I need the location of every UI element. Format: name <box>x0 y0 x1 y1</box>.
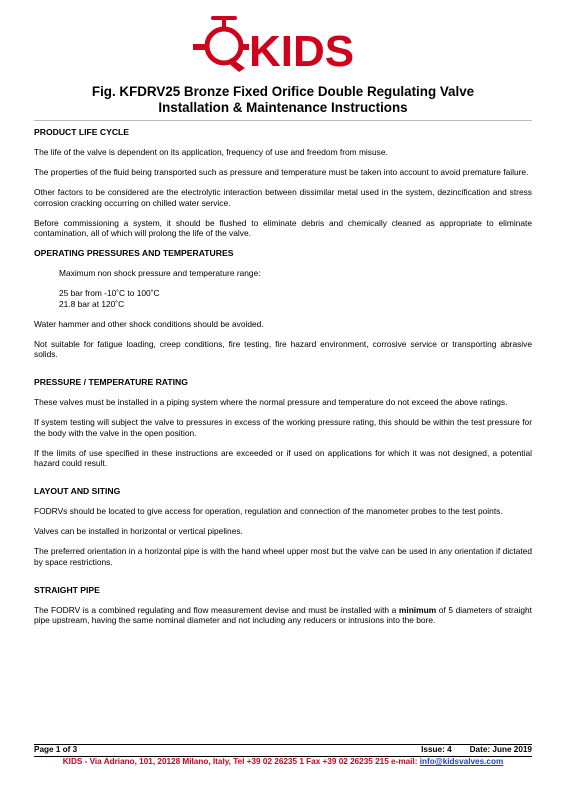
footer-meta <box>34 745 532 755</box>
valve-logo-icon <box>183 14 383 74</box>
paragraph: Other factors to be considered are the electrolytic interaction between dissimilar metal used in the system, dezincification and stress corrosion cracking occurring on chilled water service. <box>34 186 532 208</box>
svg-text:KIDS: KIDS <box>249 27 355 74</box>
title-line-2: Installation & Maintenance Instructions <box>158 100 408 115</box>
paragraph: Not suitable for fatigue loading, creep conditions, fire testing, fire hazard environment, corrosive service or transporting abrasive solids. <box>34 338 532 360</box>
section-heading: PRODUCT LIFE CYCLE <box>34 127 130 137</box>
section-heading: LAYOUT AND SITING <box>34 486 121 497</box>
issue-date: Date: June 2019 <box>469 745 532 754</box>
page-number: Page 1 of 3 <box>34 745 78 754</box>
paragraph: If system testing will subject the valve to pressures in excess of the working pressure rating, this should be within the test pressure for the body with the valve in the open position. <box>34 417 532 438</box>
paragraph: Maximum non shock pressure and temperature range: <box>59 268 261 279</box>
paragraph: These valves must be installed in a piping system where the normal pressure and temperature do not exceed the above ratings. <box>34 397 508 408</box>
section-heading: OPERATING PRESSURES AND TEMPERATURES <box>34 248 234 259</box>
paragraph: Valves can be installed in horizontal or vertical pipelines. <box>34 526 243 537</box>
title-line-1: Fig. KFDRV25 Bronze Fixed Orifice Double Regulating Valve <box>91 84 475 99</box>
document-body <box>34 127 532 635</box>
section-heading: PRESSURE / TEMPERATURE RATING <box>34 377 188 388</box>
email-link[interactable]: info@kidsvalves.com <box>419 757 504 766</box>
title-divider <box>34 120 532 121</box>
paragraph: The preferred orientation in a horizontal pipe is with the hand wheel upper most but the valve can be used in any orientation if dictated by space restrictions. <box>34 546 532 567</box>
paragraph: Water hammer and other shock conditions should be avoided. <box>34 318 264 329</box>
paragraph: Before commissioning a system, it should be flushed to eliminate debris and chemically cleaned as appropriate to eliminate contamination, all of which will prolong the life of the valve. <box>34 217 532 239</box>
section-heading: STRAIGHT PIPE <box>34 584 100 595</box>
paragraph: The FODRV is a combined regulating and flow measurement devise and must be installed with a minimum of 5 diameters of straight pipe upstream, having the same nominal diameter and not including any reducers or intrusions into the bore. <box>34 604 532 626</box>
document-title <box>34 84 532 116</box>
rating-line: 21.8 bar at 120˚C <box>59 298 125 309</box>
rating-line: 25 bar from -10˚C to 100˚C <box>59 288 160 299</box>
issue-number: Issue: 4 <box>421 745 452 754</box>
paragraph: If the limits of use specified in these instructions are exceeded or if used on applications for which it was not designed, a potential hazard could result. <box>34 447 532 469</box>
footer-address: KIDS - Via Adriano, 101, 20128 Milano, Italy, Tel +39 02 26235 1 Fax +39 02 26235 215 e-mail: info@kidsvalves.com <box>62 757 504 766</box>
paragraph: The life of the valve is dependent on its application, frequency of use and freedom from misuse. <box>34 146 388 157</box>
kids-logo <box>0 14 566 74</box>
paragraph: The properties of the fluid being transported such as pressure and temperature must be taken into account to avoid premature failure. <box>34 166 529 177</box>
paragraph: FODRVs should be located to give access for operation, regulation and connection of the manometer probes to the test points. <box>34 506 503 517</box>
